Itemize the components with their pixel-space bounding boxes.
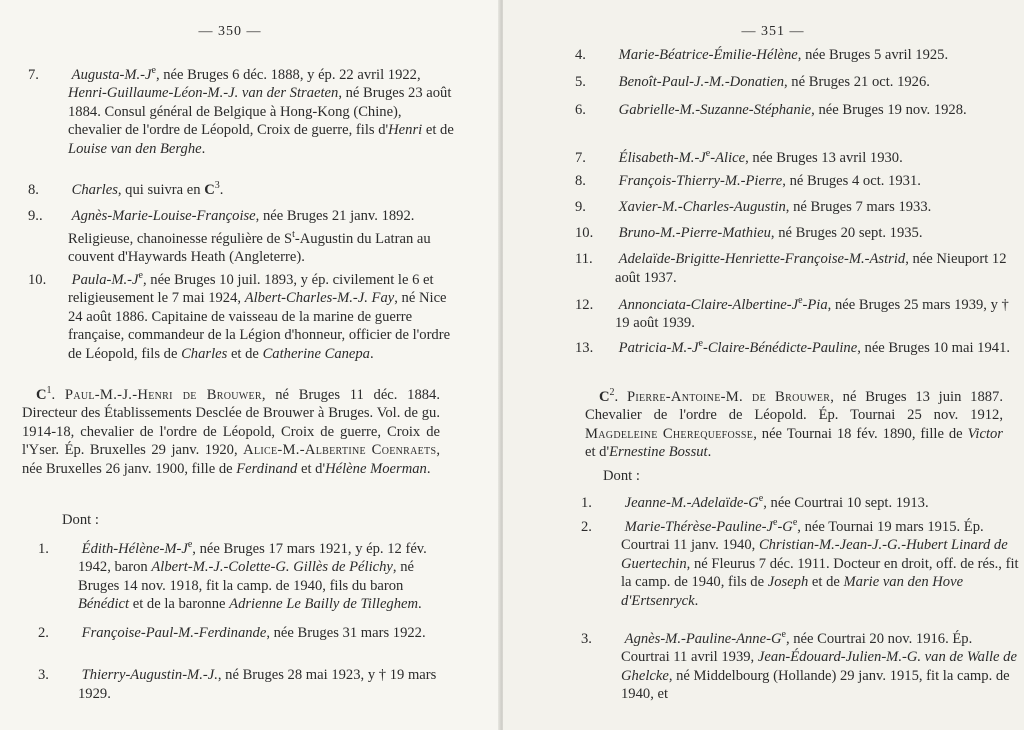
- dont-label-left: Dont :: [62, 512, 99, 528]
- entry-number: 8.: [575, 173, 586, 189]
- section-c2: $C^2$. Pierre-Antoine-M. de Brouwer, né Bruges 13 juin 1887. Chevalier de l'ordre de Léopold. Ép. Tournai 25 nov. 1912, Magdeleine Cherequefosse, née Tournai 18 fév. 1890, fille de Victor et d'Ernestine Bossut.: [585, 387, 1003, 461]
- entry-number: 8.: [28, 181, 39, 198]
- entry-number: 5.: [575, 74, 586, 90]
- section-c1: $C^1$. Paul-M.-J.-Henri de Brouwer, né Bruges 11 déc. 1884. Directeur des Établissements Desclée de Brouwer à Bruges. Vol. de gu. 1914-18, chevalier de l'ordre de Léopold, Croix de guerre, Croix de l'Yser. Ép. Bruxelles 29 janv. 1920, Alice-M.-Albertine Coenraets, née Bruxelles 26 janv. 1900, fille de Ferdinand et d'Hélène Moerman.: [22, 385, 440, 477]
- entry-number: 7.: [575, 149, 586, 166]
- entry-number: 13.: [575, 339, 594, 356]
- entry-number: 2.: [38, 625, 49, 641]
- entry-number: 10.: [575, 225, 594, 241]
- entry-11: 11. Adelaïde-Brigitte-Henriette-Françoise-M.-Astrid, née Nieuport 12 août 1937.: [575, 251, 1007, 286]
- entry-number: 12.: [575, 296, 594, 313]
- entry-number: 1.: [581, 494, 592, 511]
- child-2r: 2. Marie-$Thérèse-Pauline-J^e-G^e$, née Tournai 19 mars 1915. Ép. Courtrai 11 janv. 1940, Christian-M.-Jean-J.-G.-Hubert Linard de Guertechin, né Fleurus 7 déc. 1911. Docteur en droit, off. de rés., fit la camp. de 1940, fils de Joseph et de Marie van den Hove d'Ertsenryck.: [581, 517, 1019, 609]
- page-number-left: — 350 —: [198, 24, 262, 39]
- entry-8: 8. Charles, qui suivra en $C^3$.: [28, 180, 224, 198]
- entry-5: 5. Benoît-Paul-J.-M.-Donatien, né Bruges 21 oct. 1926.: [575, 74, 930, 90]
- entry-13: 13. Patricia-$M.-J^e-Claire-Bénédicte$-Pauline, née Bruges 10 mai 1941.: [575, 338, 1011, 356]
- entry-7r: 7. Élisabeth-$M.-J^e$-Alice, née Bruges 13 avril 1930.: [575, 148, 903, 166]
- entry-9: 9.. Agnès-Marie-Louise-Françoise, née Bruges 21 janv. 1892. Religieuse, chanoinesse régulière de $S^t$-Augustin du Latran au couvent d'Haywards Heath (Angleterre).: [28, 208, 431, 265]
- entry-9r: 9. Xavier-M.-Charles-Augustin, né Bruges 7 mars 1933.: [575, 199, 932, 215]
- entry-number: 4.: [575, 47, 586, 63]
- entry-4: 4. Marie-Béatrice-Émilie-Hélène, née Bruges 5 avril 1925.: [575, 47, 949, 63]
- page-number-right: — 351 —: [741, 24, 805, 39]
- child-3r: 3. Agnès-$M.-Pauline-Anne-G^e$, née Courtrai 20 nov. 1916. Ép. Courtrai 11 avril 1939, Jean-Édouard-Julien-M.-G. van de Walle de Ghelcke, né Middelbourg (Hollande) 29 janv. 1915, fit la camp. de 1940, et: [581, 629, 1017, 703]
- entry-8r: 8. François-Thierry-M.-Pierre, né Bruges 4 oct. 1931.: [575, 173, 921, 189]
- entry-number: 9..: [28, 208, 43, 224]
- child-3: 3. Thierry-Augustin-M.-J., né Bruges 28 mai 1923, y † 19 mars 1929.: [38, 667, 437, 702]
- entry-6: 6. Gabrielle-M.-Suzanne-Stéphanie, née Bruges 19 nov. 1928.: [575, 102, 967, 118]
- child-1r: 1. Jeanne-$M.-Adelaïde-G^e$, née Courtrai 10 sept. 1913.: [581, 493, 929, 511]
- entry-number: 7.: [28, 66, 39, 83]
- entry-number: 3.: [581, 630, 592, 647]
- entry-number: 11.: [575, 251, 593, 267]
- child-1: 1. Édith-$Hélène-M-J^e$, née Bruges 17 mars 1921, y ép. 12 fév. 1942, baron Albert-M.-J.-Colette-G. Gillès de Pélichy, né Bruges 14 nov. 1918, fit la camp. de 1940, fils du baron Bénédict et de la baronne Adrienne Le Bailly de Tilleghem.: [38, 539, 427, 613]
- left-page: [0, 0, 500, 730]
- child-2: 2. Françoise-Paul-M.-Ferdinande, née Bruges 31 mars 1922.: [38, 625, 426, 641]
- entry-number: 2.: [581, 518, 592, 535]
- entry-10: 10. Paula-$M.-J^e$, née Bruges 10 juil. 1893, y ép. civilement le 6 et religieusement le 7 mai 1924, Albert-Charles-M.-J. Fay, né Nice 24 août 1886. Capitaine de vaisseau de la marine de guerre française, commandeur de la Légion d'honneur, officier de l'ordre de Léopold, fils de Charles et de Catherine Canepa.: [28, 270, 451, 362]
- entry-number: 1.: [38, 540, 49, 557]
- entry-7: 7. Augusta-$M.-J^e$, née Bruges 6 déc. 1888, y ép. 22 avril 1922, Henri-Guillaume-Léon-M.-J. van der Straeten, né Bruges 23 août 1884. Consul général de Belgique à Hong-Kong (Chine), chevalier de l'ordre de Léopold, Croix de guerre, fils d'Henri et de Louise van den Berghe.: [28, 65, 454, 157]
- entry-number: 9.: [575, 199, 586, 215]
- entry-12: 12. Annonciata-$Claire-Albertine-J^e$-Pia, née Bruges 25 mars 1939, y † 19 août 1939.: [575, 295, 1009, 332]
- right-page: [503, 0, 1024, 730]
- entry-10r: 10. Bruno-M.-Pierre-Mathieu, né Bruges 20 sept. 1935.: [575, 225, 923, 241]
- dont-label-right: Dont :: [603, 468, 640, 484]
- entry-number: 6.: [575, 102, 586, 118]
- entry-number: 10.: [28, 271, 47, 288]
- entry-number: 3.: [38, 667, 49, 683]
